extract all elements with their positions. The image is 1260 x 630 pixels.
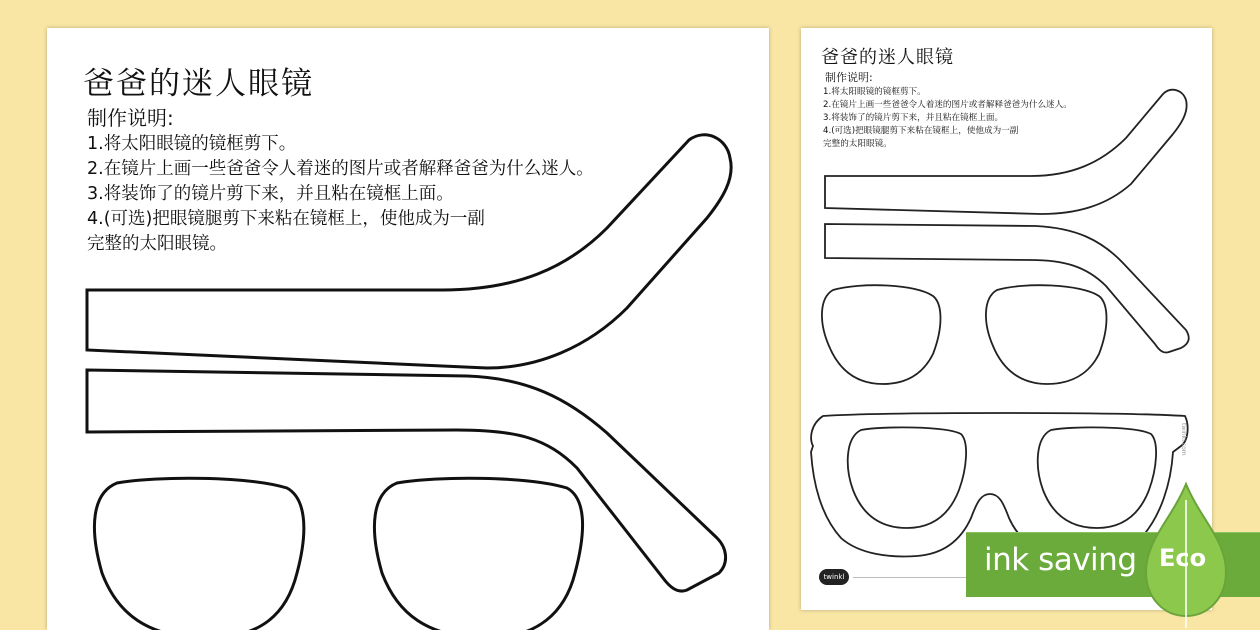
preview-lens-left xyxy=(822,285,941,384)
instruction-step: 2.在镜片上画一些爸爸令人着迷的图片或者解释爸爸为什么迷人。 xyxy=(87,159,594,179)
preview-instructions-heading: 制作说明: xyxy=(825,71,873,84)
lens-right xyxy=(374,478,582,630)
side-url: twinkl.com xyxy=(1180,423,1187,456)
instruction-step: 1.将太阳眼镜的镜框剪下。 xyxy=(87,134,297,154)
preview-temple-upper xyxy=(825,90,1187,214)
worksheet-page-large xyxy=(47,28,769,630)
preview-step: 4.(可选)把眼镜腿剪下来粘在镜框上，使他成为一副 xyxy=(823,126,1019,136)
temple-arm-upper xyxy=(87,135,731,368)
preview-step: 完整的太阳眼镜。 xyxy=(823,139,892,149)
instruction-step: 完整的太阳眼镜。 xyxy=(87,234,227,254)
preview-step: 1.将太阳眼镜的镜框剪下。 xyxy=(823,87,926,97)
worksheet-title: 爸爸的迷人眼镜 xyxy=(83,66,314,102)
preview-lens-right xyxy=(986,285,1107,384)
preview-title: 爸爸的迷人眼镜 xyxy=(821,47,954,68)
eco-label: Eco xyxy=(1159,544,1207,572)
lens-left xyxy=(94,478,303,630)
twinkl-logo: twinkl xyxy=(819,569,849,585)
instructions-heading: 制作说明: xyxy=(87,106,174,130)
glasses-cutout-art xyxy=(47,28,769,630)
preview-step: 3.将装饰了的镜片剪下来，并且粘在镜框上面。 xyxy=(823,113,1004,123)
ink-saving-label: ink saving xyxy=(984,542,1137,578)
preview-step: 2.在镜片上画一些爸爸令人着迷的图片或者解释爸爸为什么迷人。 xyxy=(823,100,1072,110)
instruction-step: 4.(可选)把眼镜腿剪下来粘在镜框上，使他成为一副 xyxy=(87,209,485,229)
instruction-step: 3.将装饰了的镜片剪下来，并且粘在镜框上面。 xyxy=(87,184,454,204)
